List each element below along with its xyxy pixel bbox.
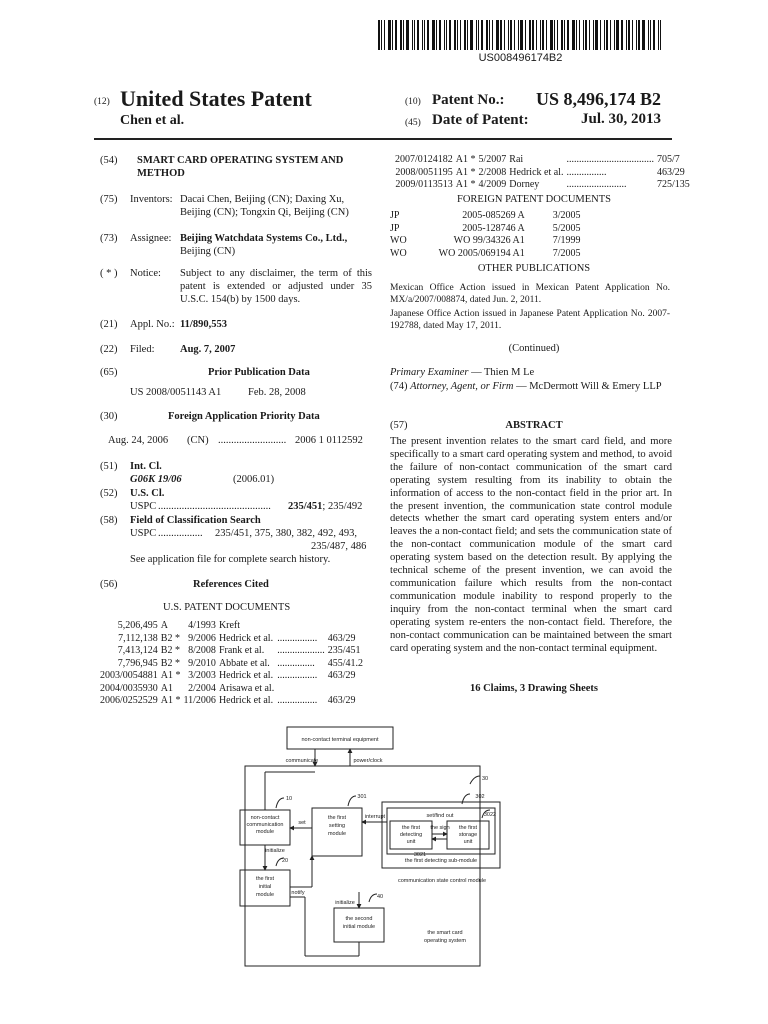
barcode-bar xyxy=(542,20,544,50)
abstract-text: The present invention relates to the smart card field, and more specifically to a smart card operating system and method, to avoid the failure of non-contact communication of the smart card operating system resulting from its inability to obtain the information of access to the non-contact field in the prior art. In the present invention, the communication state control module detects whether the smart card operating system enters and/or leaves the a non-contact field; and sets the communication state of the non-contact communication module of the smart card operating system based on the detection result. By applying the technical scheme of the present invention, we can avoid the communication failure which results from the non-contact communication module inability to respond properly to the inquiry from the non-contact terminal when the smart card operating system re-enters the non-contact field. Therefore, the non-contact communication can be maintained between the smart card operating system and the non-contact terminal equipment. xyxy=(390,436,672,654)
fig-terminal-label: non-contact terminal equipment xyxy=(301,737,379,743)
barcode-bar xyxy=(378,20,380,50)
examiner-label: Primary Examiner xyxy=(390,367,469,378)
reference-row xyxy=(100,645,366,658)
reference-kind: A xyxy=(160,620,169,631)
reference-no: 2008/0051195 xyxy=(395,166,453,178)
barcode-bar xyxy=(510,20,512,50)
barcode-bar xyxy=(381,20,382,50)
reference-kind: B2 * xyxy=(160,657,180,669)
filed-tag: (22) xyxy=(100,344,118,355)
barcode-bar xyxy=(658,20,659,50)
fig-ref-30: 30 xyxy=(481,776,489,782)
barcode-bar xyxy=(395,20,397,50)
foreign-tag: (30) xyxy=(100,411,118,422)
barcode-bar xyxy=(460,20,461,50)
foreign-date: Aug. 24, 2006 xyxy=(108,435,169,446)
reference-dots: ................ xyxy=(277,695,318,706)
barcode-bar xyxy=(508,20,509,50)
barcode-bar xyxy=(470,20,473,50)
fig-second-initial-line-2: initial module xyxy=(342,924,376,930)
doc-title: United States Patent xyxy=(120,86,312,111)
reference-dots: ................ xyxy=(566,166,607,178)
authors: Chen et al. xyxy=(120,113,185,128)
fig-initialize-1: initialize xyxy=(265,848,285,854)
reference-date: 3/2003 xyxy=(188,670,216,681)
assignee-tag: (73) xyxy=(100,233,118,244)
representative-drawing xyxy=(230,722,530,972)
reference-cls: 463/29 xyxy=(327,632,356,644)
prior-tag: (65) xyxy=(100,367,118,378)
barcode-bar xyxy=(432,20,435,50)
barcode-bar xyxy=(500,20,502,50)
us-docs-table xyxy=(100,620,366,708)
reference-name: Abbate et al. xyxy=(218,657,270,669)
filed-value: Aug. 7, 2007 xyxy=(180,344,236,355)
fig-setfind-label: set/find out xyxy=(426,813,454,819)
barcode-bar xyxy=(403,20,404,50)
barcode-bar xyxy=(449,20,452,50)
abstract-tag: (57) xyxy=(390,420,408,431)
reference-row xyxy=(390,223,581,236)
barcode-bar xyxy=(564,20,565,50)
fig-ncc-line-1: non-contact xyxy=(250,815,280,821)
barcode-bar xyxy=(486,20,488,50)
barcode-bar xyxy=(417,20,419,50)
reference-cls: 463/29 xyxy=(656,166,685,178)
reference-dots: ............... xyxy=(277,657,315,669)
fig-detecting-line-3: unit xyxy=(406,839,416,845)
reference-no: 2009/0113513 xyxy=(395,179,453,190)
barcode-bar xyxy=(632,20,633,50)
uscl-dots: ........................................... xyxy=(158,501,271,512)
barcode-bar xyxy=(467,20,468,50)
patent-no-label: Patent No.: xyxy=(432,92,505,108)
barcode-bar xyxy=(653,20,655,50)
reference-name: Dorney xyxy=(509,179,540,190)
barcode-bar xyxy=(454,20,456,50)
reference-date: 8/2008 xyxy=(188,645,216,656)
barcode-bar xyxy=(444,20,445,50)
field-label: Field of Classification Search xyxy=(130,515,261,526)
barcode-bar xyxy=(550,20,553,50)
reference-dots: ................................... xyxy=(566,154,654,165)
reference-date: 4/1993 xyxy=(188,620,216,631)
reference-cls: 705/7 xyxy=(656,154,680,165)
reference-row xyxy=(395,154,693,167)
reference-cls: 455/41.2 xyxy=(327,657,363,669)
reference-no: 5,206,495 xyxy=(117,620,158,631)
reference-no: 2005-128746 A xyxy=(462,222,525,234)
attorney-label: Attorney, Agent, or Firm xyxy=(410,381,514,392)
barcode-bar xyxy=(414,20,415,50)
barcode-bar xyxy=(561,20,563,50)
header-rule xyxy=(94,138,672,140)
reference-date: 5/2007 xyxy=(478,154,507,165)
reference-date: 2/2008 xyxy=(478,166,507,178)
appl-label: Appl. No.: xyxy=(130,319,175,330)
reference-dots: ........................ xyxy=(566,179,627,190)
reference-cls xyxy=(328,620,366,633)
barcode-bar xyxy=(457,20,458,50)
intcl-tag: (51) xyxy=(100,461,118,472)
barcode-bar xyxy=(504,20,505,50)
assignee-label: Assignee: xyxy=(130,233,172,244)
reference-country: JP xyxy=(390,222,400,234)
reference-no: WO 99/34326 A1 xyxy=(453,235,525,246)
reference-no: 7,413,124 xyxy=(117,645,158,656)
reference-no: WO 2005/069194 A1 xyxy=(438,247,525,259)
uscl-value xyxy=(288,500,362,513)
fig-ref-40: 40 xyxy=(376,894,384,900)
reference-no: 2003/0054881 xyxy=(100,670,158,681)
reference-country: WO xyxy=(390,247,407,259)
reference-no: 2005-085269 A xyxy=(462,210,525,221)
barcode-bar xyxy=(604,20,605,50)
notice-value: Subject to any disclaimer, the term of this patent is extended or adjusted under 35 U.S.C. 154(b) by 1500 days. xyxy=(180,268,372,305)
reference-row xyxy=(100,683,366,696)
barcode-bar xyxy=(489,20,490,50)
reference-name: Hedrick et al. xyxy=(218,670,274,681)
fig-detecting-line-1: the first xyxy=(401,825,421,831)
fig-storage-line-1: the first xyxy=(458,825,478,831)
intcl-class: G06K 19/06 xyxy=(130,474,182,485)
reference-kind: A1 * xyxy=(455,179,476,190)
reference-date: 5/2005 xyxy=(552,222,581,234)
examiner-name: — Thien M Le xyxy=(471,367,535,378)
barcode-bar xyxy=(439,20,441,50)
barcode-bar xyxy=(406,20,409,50)
fig-detecting-line-2: detecting xyxy=(399,832,423,838)
barcode-bar xyxy=(496,20,499,50)
reference-date: 7/2005 xyxy=(552,247,581,259)
reference-row xyxy=(390,248,581,261)
assignee-name: Beijing Watchdata Systems Co., Ltd., xyxy=(180,233,348,244)
barcode-bar xyxy=(476,20,477,50)
refs-heading: References Cited xyxy=(193,579,269,590)
attorney-name: — McDermott Will & Emery LLP xyxy=(516,381,662,392)
barcode-bar xyxy=(600,20,601,50)
date-value: Jul. 30, 2013 xyxy=(580,111,661,127)
uscl-label: U.S. Cl. xyxy=(130,488,165,499)
fig-notify-label: notify xyxy=(291,890,305,896)
fig-ref-301: 301 xyxy=(357,794,367,800)
refs-tag: (56) xyxy=(100,579,118,590)
barcode-bar xyxy=(616,20,619,50)
us-docs-cont-table xyxy=(395,154,693,192)
fig-interrupt-label: interrupt xyxy=(364,814,386,820)
foreign-docs-list xyxy=(390,210,581,260)
barcode-bar xyxy=(388,20,391,50)
barcode-bar xyxy=(579,20,580,50)
reference-name: Arisawa et al. xyxy=(218,682,275,694)
fig-set-label: set xyxy=(298,820,306,826)
barcode-bar xyxy=(446,20,447,50)
field-value-1: 235/451, 375, 380, 382, 492, 493, xyxy=(215,528,358,539)
assignee-location: Beijing (CN) xyxy=(180,246,236,257)
fig-setting-line-2: setting xyxy=(328,823,346,829)
uscl-value-rest: ; 235/492 xyxy=(322,501,363,512)
reference-cls xyxy=(328,683,366,696)
barcode-bar xyxy=(621,20,623,50)
fig-ref-3022: 3022 xyxy=(483,812,497,818)
filed-label: Filed: xyxy=(130,344,155,355)
fig-storage-line-2: storage xyxy=(458,832,478,838)
reference-dots: ................ xyxy=(277,632,318,644)
barcode-bar xyxy=(514,20,515,50)
foreign-number: 2006 1 0112592 xyxy=(295,435,363,446)
barcode-bar xyxy=(424,20,425,50)
reference-kind: B2 * xyxy=(160,645,180,656)
barcode-bar xyxy=(525,20,526,50)
reference-row xyxy=(390,210,581,223)
reference-row xyxy=(395,179,693,192)
title-tag: (54) xyxy=(100,155,118,166)
attorney xyxy=(390,380,670,393)
fig-initialize-2: initialize xyxy=(335,900,355,906)
barcode-bar xyxy=(546,20,547,50)
barcode-bar xyxy=(384,20,385,50)
reference-row xyxy=(100,633,366,646)
barcode xyxy=(378,20,663,50)
reference-no: 7,112,138 xyxy=(118,632,158,644)
fig-ref-3021: 3021 xyxy=(413,852,427,858)
reference-date: 9/2010 xyxy=(188,657,216,669)
fig-smart-card-line-2: operating system xyxy=(424,938,466,944)
reference-date: 3/2005 xyxy=(552,210,581,221)
prior-pub: US 2008/0051143 A1 xyxy=(130,387,222,398)
reference-country: WO xyxy=(390,235,407,246)
reference-dots: ................ xyxy=(277,670,318,681)
barcode-bar xyxy=(392,20,393,50)
reference-name: Kreft xyxy=(218,620,241,631)
inventors-value: Dacai Chen, Beijing (CN); Daxing Xu, Beijing (CN); Tongxin Qi, Beijing (CN) xyxy=(180,194,349,218)
barcode-bar xyxy=(436,20,437,50)
barcode-bar xyxy=(518,20,519,50)
reference-no: 2007/0124182 xyxy=(395,154,453,165)
foreign-heading: Foreign Application Priority Data xyxy=(168,411,320,422)
barcode-bar xyxy=(554,20,555,50)
other-pub-1: Mexican Office Action issued in Mexican Patent Application No. MX/a/2007/008874, dated Jun. 2, 2011. xyxy=(390,283,670,305)
reference-name: Hedrick et al. xyxy=(218,695,274,706)
claims-summary: 16 Claims, 3 Drawing Sheets xyxy=(469,683,599,694)
barcode-bar xyxy=(583,20,584,50)
reference-date: 11/2006 xyxy=(183,695,216,706)
kind-tag: (12) xyxy=(94,97,110,107)
foreign-country: (CN) xyxy=(187,435,209,446)
barcode-bar xyxy=(481,20,483,50)
barcode-bar xyxy=(589,20,591,50)
fig-communicate-label: communicate xyxy=(285,758,319,764)
fig-ref-10: 10 xyxy=(285,796,293,802)
barcode-bar xyxy=(536,20,537,50)
examiner xyxy=(390,366,534,379)
inventors-label: Inventors: xyxy=(130,194,173,205)
barcode-bar xyxy=(595,20,598,50)
reference-name: Hedrick et al. xyxy=(509,166,564,178)
reference-dots xyxy=(277,620,328,633)
intcl-year: (2006.01) xyxy=(233,474,275,485)
reference-date: 2/2004 xyxy=(188,682,216,694)
inventors-tag: (75) xyxy=(100,194,118,205)
uscl-tag: (52) xyxy=(100,488,118,499)
field-tag: (58) xyxy=(100,515,118,526)
barcode-bar xyxy=(532,20,534,50)
reference-cls: 463/29 xyxy=(327,670,356,681)
block-diagram xyxy=(230,722,530,972)
reference-name: Hedrick et al. xyxy=(218,632,274,644)
patent-no-tag: (10) xyxy=(405,97,421,107)
reference-cls: 463/29 xyxy=(327,695,356,706)
foreign-docs-table xyxy=(390,210,581,260)
notice-label: Notice: xyxy=(130,268,161,279)
reference-date: 9/2006 xyxy=(188,632,216,644)
patent-no-value: US 8,496,174 B2 xyxy=(535,89,661,109)
barcode-bar xyxy=(642,20,645,50)
field-value-2: 235/487, 486 xyxy=(311,541,367,552)
prior-date: Feb. 28, 2008 xyxy=(248,387,306,398)
fig-ref-302: 302 xyxy=(475,794,485,800)
reference-name: Frank et al. xyxy=(218,645,265,656)
barcode-bar xyxy=(400,20,402,50)
barcode-bar xyxy=(585,20,587,50)
barcode-bar xyxy=(492,20,493,50)
fig-second-initial-line-1: the second xyxy=(345,916,373,922)
reference-no: 7,796,945 xyxy=(117,657,158,669)
fig-storage-line-3: unit xyxy=(463,839,473,845)
reference-row xyxy=(100,670,366,683)
reference-kind: A1 * xyxy=(455,166,476,178)
fig-initial-line-3: module xyxy=(255,892,275,898)
field-note: See application file for complete search history. xyxy=(130,554,331,565)
reference-dots xyxy=(277,683,328,696)
prior-heading: Prior Publication Data xyxy=(208,367,310,378)
reference-row xyxy=(390,235,581,248)
reference-name: Rai xyxy=(509,154,524,165)
continued-note: (Continued) xyxy=(508,343,560,354)
reference-date: 4/2009 xyxy=(478,179,507,190)
field-uspc: USPC xyxy=(130,528,157,539)
barcode-bar xyxy=(478,20,479,50)
barcode-bar xyxy=(464,20,466,50)
reference-kind: A1 * xyxy=(160,670,181,681)
barcode-bar xyxy=(422,20,423,50)
barcode-bar xyxy=(567,20,569,50)
fig-initial-line-1: the first xyxy=(255,876,275,882)
barcode-bar xyxy=(614,20,615,50)
fig-smart-card-line-1: the smart card xyxy=(427,930,463,936)
us-docs-cont-list xyxy=(395,154,693,192)
reference-country: JP xyxy=(390,210,400,221)
barcode-bar xyxy=(610,20,611,50)
field-dots: ................. xyxy=(158,528,203,539)
barcode-bar xyxy=(593,20,594,50)
us-docs-heading: U.S. PATENT DOCUMENTS xyxy=(163,602,291,613)
fig-sign-label: the sign xyxy=(430,825,450,831)
foreign-docs-heading: FOREIGN PATENT DOCUMENTS xyxy=(456,194,612,205)
uscl-value-main: 235/451 xyxy=(288,501,323,512)
barcode-bar xyxy=(638,20,640,50)
reference-row xyxy=(100,658,366,671)
intcl-label: Int. Cl. xyxy=(130,461,162,472)
reference-kind: A1 * xyxy=(160,695,181,706)
us-docs-list xyxy=(100,620,366,708)
appl-tag: (21) xyxy=(100,319,118,330)
barcode-bar xyxy=(557,20,558,50)
barcode-bar xyxy=(650,20,651,50)
barcode-number: US008496174B2 xyxy=(478,52,563,64)
fig-ref-20: 20 xyxy=(281,858,289,864)
fig-cscm-label: communication state control module xyxy=(397,878,487,884)
barcode-bar xyxy=(427,20,429,50)
reference-cls: 235/451 xyxy=(327,645,361,656)
fig-ncc-line-2: communication xyxy=(246,822,284,828)
reference-row xyxy=(100,695,366,708)
barcode-bar xyxy=(606,20,608,50)
attorney-tag: (74) xyxy=(390,381,408,392)
reference-no: 2004/0035930 xyxy=(100,682,158,694)
other-pub-2: Japanese Office Action issued in Japanese Patent Application No. 2007-192788, dated May 17, 2011. xyxy=(390,309,670,331)
date-tag: (45) xyxy=(405,118,421,128)
barcode-bar xyxy=(626,20,627,50)
reference-row xyxy=(100,620,366,633)
reference-row xyxy=(395,167,693,180)
appl-value: 11/890,553 xyxy=(180,319,227,330)
barcode-bar xyxy=(540,20,541,50)
invention-title: SMART CARD OPERATING SYSTEM AND METHOD xyxy=(137,155,344,179)
uscl-uspc: USPC xyxy=(130,501,157,512)
date-label: Date of Patent: xyxy=(432,112,529,128)
barcode-bar xyxy=(529,20,531,50)
fig-powerclock-label: power/clock xyxy=(353,758,383,764)
barcode-bar xyxy=(660,20,661,50)
reference-no: 2006/0252529 xyxy=(100,695,158,706)
barcode-bar xyxy=(636,20,637,50)
foreign-dots: .......................... xyxy=(218,435,287,446)
barcode-bar xyxy=(520,20,523,50)
barcode-bar xyxy=(648,20,649,50)
reference-cls: 725/135 xyxy=(656,179,690,190)
barcode-bar xyxy=(628,20,630,50)
abstract-heading: ABSTRACT xyxy=(505,420,563,431)
reference-kind: A1 * xyxy=(455,154,476,165)
reference-date: 7/1999 xyxy=(552,235,581,246)
other-pubs-heading: OTHER PUBLICATIONS xyxy=(477,263,591,274)
barcode-bar xyxy=(572,20,575,50)
barcode-bar xyxy=(412,20,413,50)
barcode-bar xyxy=(576,20,577,50)
notice-tag: ( * ) xyxy=(100,268,118,279)
fig-ncc-line-3: module xyxy=(255,829,275,835)
fig-setting-line-1: the first xyxy=(327,815,347,821)
fig-initial-line-2: initial xyxy=(258,884,272,890)
reference-dots: ................... xyxy=(277,645,325,656)
fig-setting-line-3: module xyxy=(327,831,347,837)
reference-kind: B2 * xyxy=(160,632,180,644)
fig-detecting-sub-label: the first detecting sub-module xyxy=(404,858,478,864)
reference-kind: A1 xyxy=(160,682,174,694)
